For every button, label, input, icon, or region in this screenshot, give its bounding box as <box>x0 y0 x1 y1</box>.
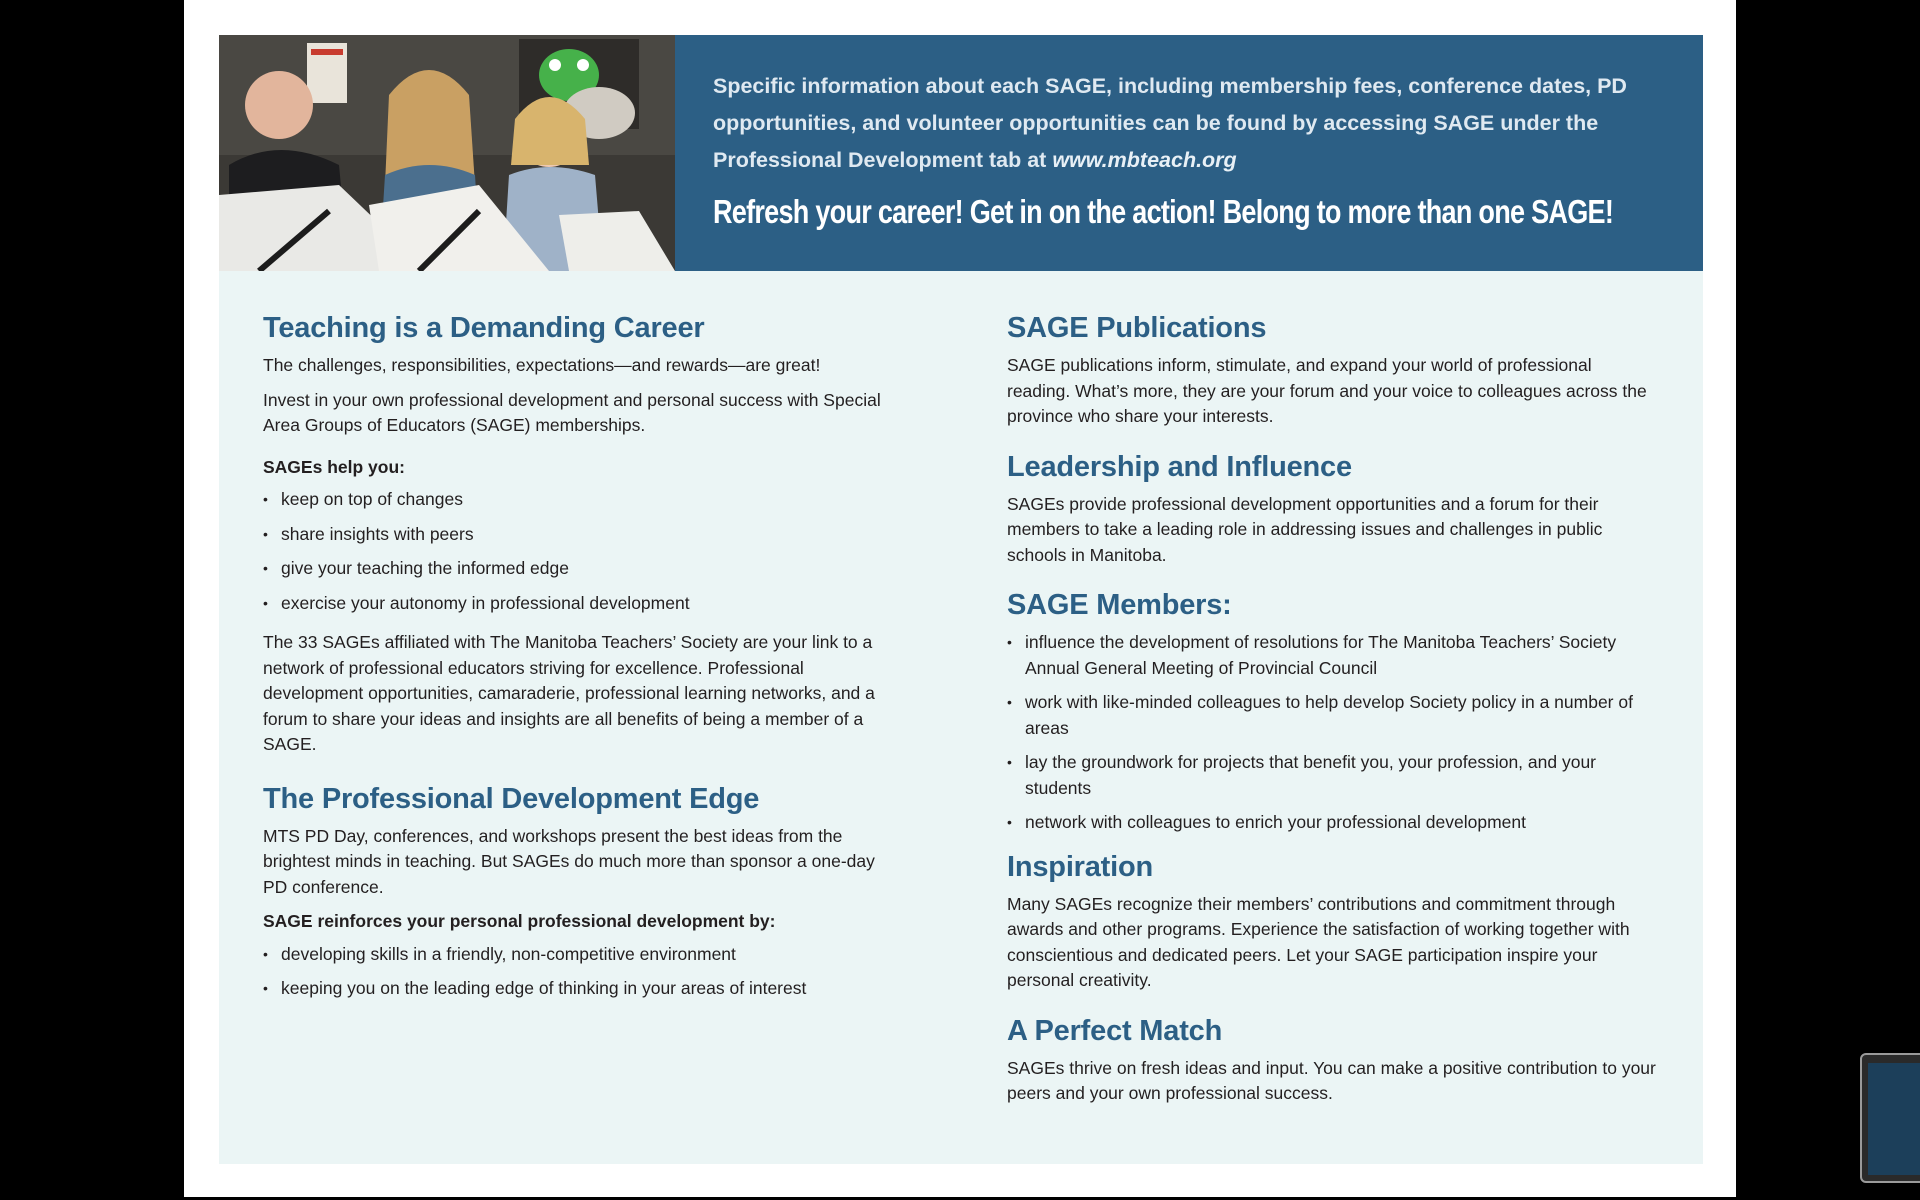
list-item: • developing skills in a friendly, non-competitive environment <box>263 942 903 968</box>
list-item: • share insights with peers <box>263 522 903 548</box>
heading-perfect-match: A Perfect Match <box>1007 1014 1223 1047</box>
list-item: • network with colleagues to enrich your professional development <box>1007 810 1657 836</box>
thumbnail-preview <box>1868 1063 1920 1175</box>
heading-pd-edge: The Professional Development Edge <box>263 782 760 815</box>
banner-tagline: Refresh your career! Get in on the action! Belong to more than one SAGE! <box>713 193 1614 230</box>
header-banner <box>219 35 1703 271</box>
mbteach-link[interactable]: www.mbteach.org <box>1052 148 1237 172</box>
paragraph-publications: SAGE publications inform, stimulate, and expand your world of professional reading. What’s more, they are your forum and your voice to colleagues across the province who share your interests. <box>1007 355 1647 426</box>
paragraph-challenges: The challenges, responsibilities, expectations—and rewards—are great! <box>263 355 821 375</box>
help-list <box>263 487 903 616</box>
help-label: SAGEs help you: <box>263 456 405 477</box>
heading-leadership: Leadership and Influence <box>1007 450 1352 483</box>
document-page <box>184 0 1736 1197</box>
paragraph-inspiration: Many SAGEs recognize their members’ contributions and commitment through awards and other programs. Experience the satisfaction of working together with conscientious and dedicated peers. Let your SAGE participation inspire your personal creativity. <box>1007 893 1630 990</box>
heading-publications: SAGE Publications <box>1007 312 1267 344</box>
page-thumbnail[interactable] <box>1860 1053 1920 1183</box>
left-column <box>263 311 903 1012</box>
list-item: • work with like-minded colleagues to help develop Society policy in a number of areas <box>1007 690 1657 741</box>
members-list <box>1007 630 1657 836</box>
right-column <box>1007 311 1657 1116</box>
paragraph-leadership: SAGEs provide professional development opportunities and a forum for their members to take a leading role in addressing issues and challenges in public schools in Manitoba. <box>1007 493 1603 565</box>
paragraph-mts-pd-day: MTS PD Day, conferences, and workshops present the best ideas from the brightest minds in teaching. But SAGEs do much more than sponsor a one-day PD conference. <box>263 825 875 897</box>
teachers-photo <box>219 35 675 271</box>
reinforce-label: SAGE reinforces your personal professional development by: <box>263 911 776 931</box>
reinforce-list <box>263 942 903 1002</box>
heading-demanding-career: Teaching is a Demanding Career <box>263 312 705 344</box>
list-item: • keeping you on the leading edge of thinking in your areas of interest <box>263 976 903 1002</box>
paragraph-perfect-match: SAGEs thrive on fresh ideas and input. You can make a positive contribution to your peers and your own professional success. <box>1007 1057 1656 1103</box>
content-area <box>219 271 1703 1164</box>
heading-members: SAGE Members: <box>1007 589 1232 621</box>
list-item: • influence the development of resolutions for The Manitoba Teachers’ Society Annual General Meeting of Provincial Council <box>1007 630 1657 681</box>
banner-info-body: Specific information about each SAGE, including membership fees, conference dates, PD opportunities, and volunteer opportunities can be found by accessing SAGE under the Professional Development tab at <box>713 74 1627 172</box>
list-item: • give your teaching the informed edge <box>263 556 903 582</box>
list-item: • keep on top of changes <box>263 487 903 513</box>
paragraph-33-sages: The 33 SAGEs affiliated with The Manitoba Teachers’ Society are your link to a network of professional educators striving for excellence. Professional development opportunities, camaraderie, professional learning networks, and a forum to share your ideas and insights are all benefits of being a member of a SAGE. <box>263 632 875 754</box>
photo-illustration <box>219 35 675 271</box>
paragraph-invest: Invest in your own professional development and personal success with Special Area Groups of Educators (SAGE) memberships. <box>263 389 881 435</box>
banner-info-text <box>713 68 1683 179</box>
list-item: • exercise your autonomy in professional development <box>263 591 903 617</box>
heading-inspiration: Inspiration <box>1007 850 1154 883</box>
list-item: • lay the groundwork for projects that benefit you, your profession, and your students <box>1007 750 1657 801</box>
